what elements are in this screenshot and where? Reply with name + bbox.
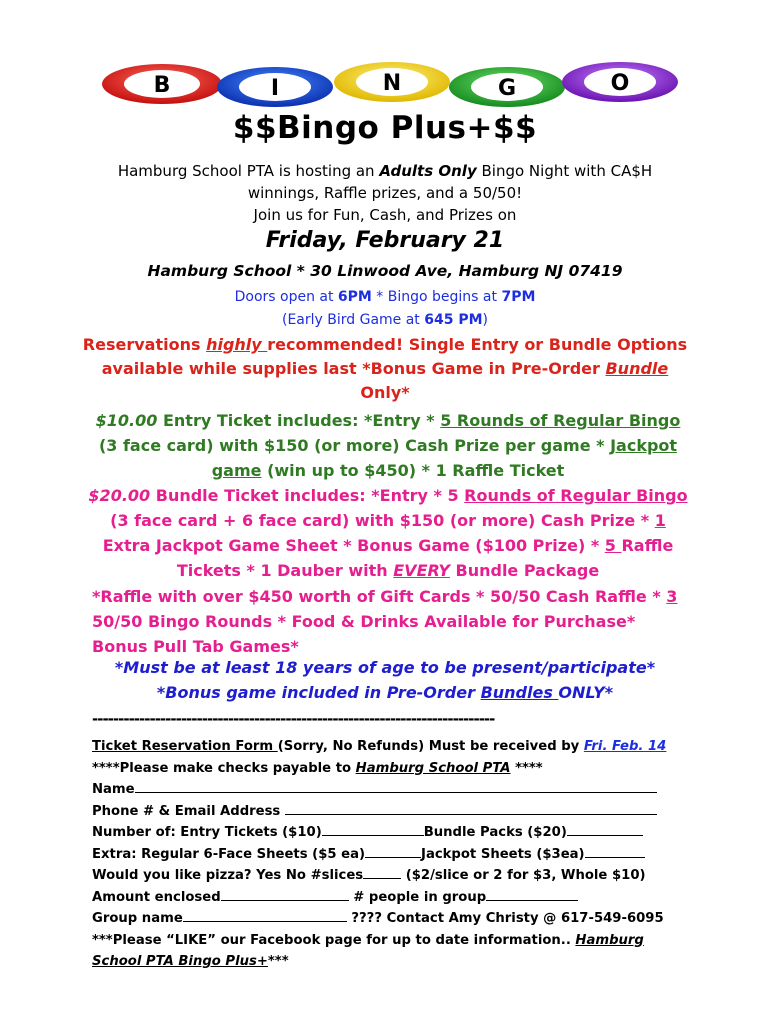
bingo-ball-o bbox=[562, 62, 678, 102]
regular-sheets-field[interactable] bbox=[365, 844, 421, 858]
reservations-note: Reservations highly recommended! Single Entry or Bundle Options available while supplies last *Bonus Game in Pre-Order Bundle Only* bbox=[82, 335, 688, 402]
group-name-field[interactable] bbox=[183, 908, 347, 922]
name-line: Name bbox=[92, 779, 692, 801]
phone-email-field[interactable] bbox=[285, 801, 657, 815]
jackpot-sheets-field[interactable] bbox=[585, 844, 645, 858]
intro-text bbox=[60, 160, 710, 226]
checks-payable-line: ****Please make checks payable to Hamburg School PTA **** bbox=[92, 760, 543, 776]
deadline-date: Fri. Feb. 14 bbox=[583, 739, 667, 754]
event-address: Hamburg School * 30 Linwood Ave, Hamburg NJ 07419 bbox=[147, 262, 623, 280]
bingo-ball-n bbox=[334, 62, 450, 102]
bingo-logo bbox=[100, 60, 680, 110]
pizza-slices-field[interactable] bbox=[363, 865, 401, 879]
bingo-ball-g bbox=[449, 67, 565, 107]
bingo-letter-i: I bbox=[270, 76, 280, 101]
entry-tickets-field[interactable] bbox=[322, 822, 424, 836]
entry-ticket-info: $10.00 Entry Ticket includes: *Entry * 5 Rounds of Regular Bingo (3 face card) with $150 (or more) Cash Prize per game * Jackpot game (win up to $450) * 1 Raffle Ticket bbox=[95, 411, 681, 480]
name-field[interactable] bbox=[135, 779, 657, 793]
number-of-line: Number of: Entry Tickets ($10) Bundle Packs ($20) bbox=[92, 822, 692, 844]
facebook-note: ***Please “LIKE” our Facebook page for up to date information.. Hamburg School PTA Bingo Plus+*** bbox=[92, 932, 644, 969]
age-notice: *Must be at least 18 years of age to be present/participate* bbox=[114, 658, 656, 677]
bonus-notice: *Bonus game included in Pre-Order Bundles ONLY* bbox=[156, 683, 614, 702]
form-title-line: Ticket Reservation Form (Sorry, No Refunds) Must be received by Fri. Feb. 14 bbox=[92, 739, 667, 754]
extra-sheets-line: Extra: Regular 6-Face Sheets ($5 ea) Jackpot Sheets ($3ea) bbox=[92, 844, 692, 866]
raffle-info: *Raffle with over $450 worth of Gift Cards * 50/50 Cash Raffle * 3 50/50 Bingo Rounds * Food & Drinks Available for Purchase* Bonus Pull Tab Games* bbox=[92, 587, 678, 656]
intro-line-1: Hamburg School PTA is hosting an Adults Only Bingo Night with CA$H bbox=[117, 162, 653, 180]
bingo-letter-n: N bbox=[382, 71, 402, 96]
bundle-packs-field[interactable] bbox=[567, 822, 643, 836]
headline: $$Bingo Plus+$$ bbox=[232, 110, 538, 146]
facebook-page-link[interactable]: Hamburg School PTA Bingo Plus+ bbox=[92, 932, 644, 969]
pizza-line: Would you like pizza? Yes No #slices ($2/slice or 2 for $3, Whole $10) bbox=[92, 865, 692, 887]
reservation-form bbox=[92, 736, 692, 973]
amount-people-line: Amount enclosed # people in group bbox=[92, 887, 692, 909]
bingo-letter-g: G bbox=[497, 76, 517, 101]
bingo-ball-i bbox=[217, 67, 333, 107]
bingo-ball-b bbox=[102, 64, 222, 104]
cut-line-divider: ----------------------------------------------------------------------------- bbox=[92, 710, 495, 728]
bingo-letter-o: O bbox=[610, 71, 630, 96]
intro-line-2: winnings, Raffle prizes, and a 50/50! bbox=[247, 184, 523, 202]
bundle-ticket-info: $20.00 Bundle Ticket includes: *Entry * 5 Rounds of Regular Bingo (3 face card + 6 face card) with $150 (or more) Cash Prize * 1 Extra Jackpot Game Sheet * Bonus Game ($100 Prize) * 5 Raffle Tickets * 1 Dauber with EVERY Bundle Package bbox=[88, 486, 688, 580]
amount-enclosed-field[interactable] bbox=[221, 887, 349, 901]
early-bird-time: (Early Bird Game at 645 PM) bbox=[281, 312, 489, 328]
group-contact-line: Group name ???? Contact Amy Christy @ 617-549-6095 bbox=[92, 908, 692, 930]
event-date: Friday, February 21 bbox=[265, 228, 505, 253]
bingo-letter-b: B bbox=[153, 73, 171, 98]
door-times: Doors open at 6PM * Bingo begins at 7PM bbox=[234, 289, 536, 305]
intro-line-3: Join us for Fun, Cash, and Prizes on bbox=[253, 206, 517, 224]
phone-email-line: Phone # & Email Address bbox=[92, 801, 692, 823]
people-in-group-field[interactable] bbox=[486, 887, 578, 901]
